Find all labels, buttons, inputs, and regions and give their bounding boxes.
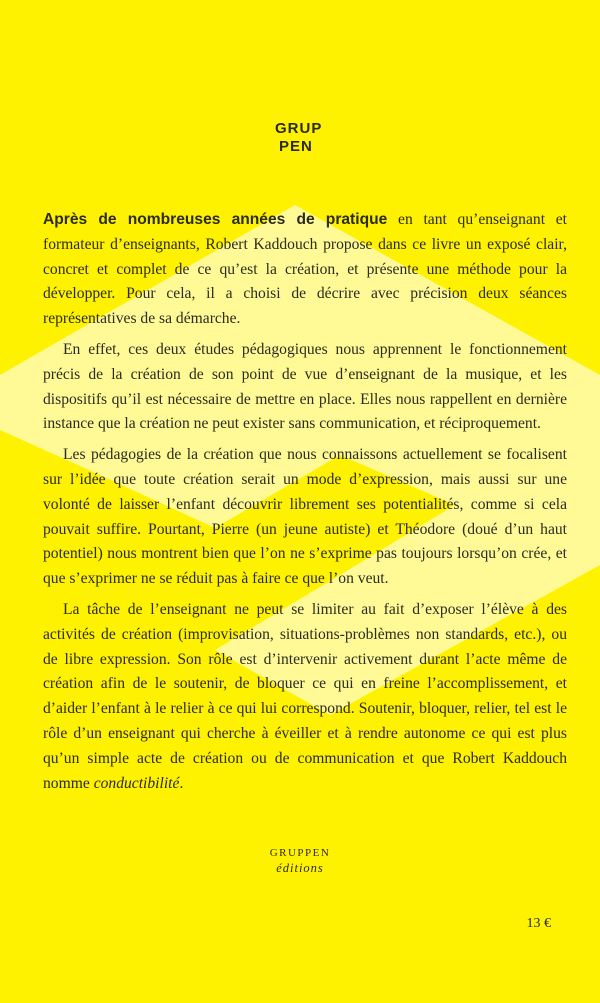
lead-phrase: Après de nombreuses années de pratique (43, 211, 388, 228)
price: 13 € (526, 916, 551, 931)
paragraph-3: Les pédagogies de la création que nous connaissons actuellement se focalisent sur l’idée que toute création serait un mode d’expression, mais aussi sur une volonté de laisser l’enfant découvrir librement ses potentialités, comme si cela pouvait suffire. Pourtant, Pierre (un jeune autiste) et Théodore (doué d’un haut potentiel) nous montrent bien que l’on ne s’exprime pas toujours lorsqu’on crée, et que s’exprimer ne se réduit pas à faire ce que l’on veut. (43, 446, 567, 588)
gruppen-logo (275, 118, 331, 154)
paragraph-4-end: . (179, 774, 184, 792)
paragraph-4 (43, 598, 567, 796)
logo-line-2: PEN (279, 138, 313, 154)
publisher-name: GRUPPEN (269, 847, 331, 859)
paragraph-1-text: en tant qu’enseignant et formateur d’enseignants, Robert Kaddouch propose dans ce livre un exposé clair, concret et complet de ce qu’est la création, et présente une méthode pour la développer. Pour cela, il a choisi de décrire avec précision deux séances représentatives de sa démarche. (43, 211, 567, 328)
paragraph-1 (43, 208, 567, 332)
logo-line-1: GRUP (275, 120, 323, 137)
back-cover-text (43, 208, 567, 796)
paragraph-4-text: La tâche de l’enseignant ne peut se limiter au fait d’exposer l’élève à des activités de création (improvisation, situations-problèmes non standards, etc.), ou de libre expression. Son rôle est d’intervenir activement durant l’acte même de création afin de le soutenir, de bloquer ce qui en freine l’accomplissement, et d’aider l’enfant à le relier à ce qui lui correspond. Soutenir, bloquer, relier, tel est le rôle d’un enseignant qui cherche à éveiller et à rendre autonome ce qui est plus qu’un simple acte de création ou de communication et que Robert Kaddouch nomme (43, 600, 567, 792)
publisher-sub: éditions (276, 861, 324, 875)
emphasis-term: conductibilité (93, 774, 180, 792)
publisher-mark (0, 846, 600, 876)
paragraph-2: En effet, ces deux études pédagogiques nous apprennent le fonctionnement précis de la création de son point de vue d’enseignant de la musique, et les dispositifs qu’il est nécessaire de mettre en place. Elles nous rappellent en dernière instance que la création ne peut exister sans communication, et réciproquement. (43, 340, 567, 433)
